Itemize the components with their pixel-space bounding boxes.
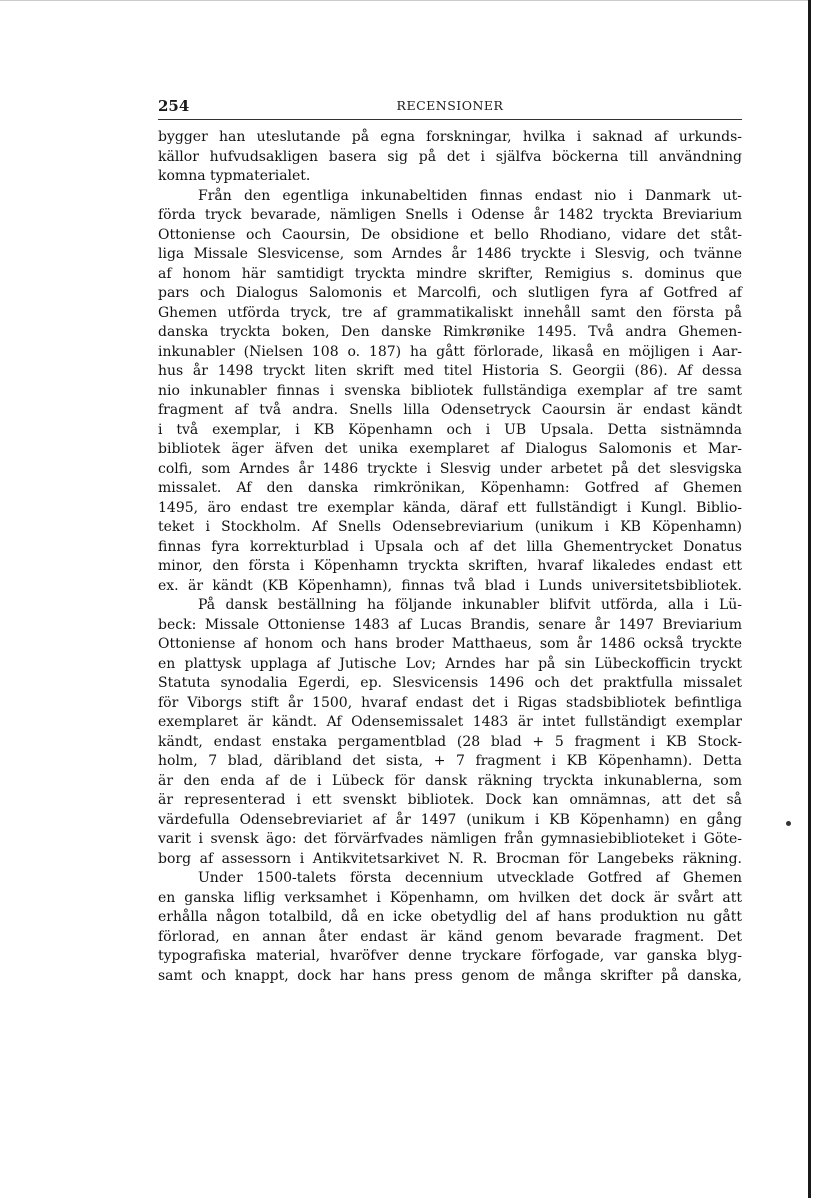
text-line: förlorad, en annan åter endast är känd genom bevarade fragment. Det [158, 928, 742, 945]
text-line: en ganska liflig verksamhet i Köpenhamn, om hvilken det dock är svårt att [158, 889, 742, 906]
text-line: hus år 1498 tryckt liten skrift med titel Historia S. Georgii (86). Af dessa [158, 363, 742, 379]
text-line: Under 1500-talets första decennium utvecklade Gotfred af Ghemen [198, 870, 742, 886]
text-line: beck: Missale Ottoniense 1483 af Lucas Brandis, senare år 1497 Breviarium [158, 616, 742, 633]
text-line: pars och Dialogus Salomonis et Marcolfi, och slutligen fyra af Gotfred af [158, 285, 742, 301]
text-line: Ottoniense och Caoursin, De obsidione et bello Rhodiano, vidare det ståt- [158, 226, 742, 243]
text-line: exemplaret är kändt. Af Odensemissalet 1483 är intet fullständigt exemplar [158, 714, 742, 730]
text-line: finnas fyra korrekturblad i Upsala och af det lilla Ghementrycket Donatus [158, 538, 742, 555]
text-line: Från den egentliga inkunabeltiden finnas endast nio i Danmark ut- [198, 187, 742, 204]
page-top-edge [0, 0, 811, 1]
paragraph-2 [158, 187, 742, 597]
text-line: 1495, äro endast tre exemplar kända, däraf ett fullständigt i Kungl. Biblio- [158, 499, 742, 516]
text-line: minor, den första i Köpenhamn tryckta skriften, hvaraf likaledes endast ett [158, 558, 742, 574]
margin-mark [786, 821, 791, 826]
text-line: ex. är kändt (KB Köpenhamn), finnas två blad i Lunds universitetsbibliotek. [158, 577, 742, 594]
text-line: af honom här samtidigt tryckta mindre skrifter, Remigius s. dominus que [158, 265, 742, 282]
text-line: erhålla någon totalbild, då en icke obetydlig del af hans produktion nu gått [158, 909, 742, 925]
paragraph-3 [158, 596, 742, 869]
paragraph-4 [158, 869, 742, 986]
body-text [158, 128, 742, 986]
text-line: är den enda af de i Lübeck för dansk räkning tryckta inkunablerna, som [158, 772, 742, 789]
text-line: värdefulla Odensebreviariet af år 1497 (unikum i KB Köpenhamn) en gång [158, 811, 742, 828]
text-line: bygger han uteslutande på egna forskningar, hvilka i saknad af urkunds- [158, 129, 742, 145]
text-line: typografiska material, hvaröfver denne tryckare förfogade, var ganska blyg- [158, 948, 742, 964]
text-line: borg af assessorn i Antikvitetsarkivet N. R. Brocman för Langebeks räkning. [158, 850, 742, 867]
text-line: colfi, som Arndes år 1486 tryckte i Slesvig under arbetet på det slesvigska [158, 460, 742, 477]
text-line: inkunabler (Nielsen 108 o. 187) ha gått förlorade, likaså en möjligen i Aar- [158, 343, 742, 360]
running-head: RECENSIONER [396, 98, 504, 113]
text-line: i två exemplar, i KB Köpenhamn och i UB Upsala. Detta sistnämnda [158, 421, 742, 438]
page-number: 254 [158, 97, 190, 115]
text-line: en plattysk upplaga af Jutische Lov; Arndes har på sin Lübeckofficin tryckt [158, 655, 742, 672]
text-line: komna typmaterialet. [158, 168, 311, 184]
text-line: källor hufvudsakligen basera sig på det i själfva böckerna till användning [158, 148, 742, 165]
text-line: förda tryck bevarade, nämligen Snells i Odense år 1482 tryckta Breviarium [158, 207, 742, 223]
text-line: samt och knappt, dock har hans press genom de många skrifter på danska, [158, 967, 742, 984]
text-line: Ottoniense af honom och hans broder Matthaeus, som år 1486 också tryckte [158, 636, 742, 652]
text-line: missalet. Af den danska rimkrönikan, Köpenhamn: Gotfred af Ghemen [158, 480, 742, 496]
page-header [158, 97, 742, 120]
text-line: bibliotek äger äfven det unika exemplaret af Dialogus Salomonis et Mar- [158, 441, 742, 457]
text-line: liga Missale Slesvicense, som Arndes år 1486 tryckte i Slesvig, och tvänne [158, 246, 742, 262]
text-line: fragment af två andra. Snells lilla Odensetryck Caoursin är endast kändt [158, 402, 742, 418]
text-line: Ghemen utförda tryck, tre af grammatikaliskt innehåll samt den första på [158, 304, 742, 321]
paragraph-1 [158, 128, 742, 187]
text-line: kändt, endast enstaka pergamentblad (28 blad + 5 fragment i KB Stock- [158, 733, 742, 750]
page-right-edge [808, 0, 811, 1198]
text-line: På dansk beställning ha följande inkunabler blifvit utförda, alla i Lü- [198, 597, 742, 613]
text-line: varit i svensk ägo: det förvärfvades nämligen från gymnasiebiblioteket i Göte- [158, 831, 742, 847]
text-line: teket i Stockholm. Af Snells Odensebreviarium (unikum i KB Köpenhamn) [158, 519, 742, 535]
text-line: för Viborgs stift år 1500, hvaraf endast det i Rigas stadsbibliotek befintliga [158, 694, 742, 711]
text-line: är representerad i ett svenskt bibliotek. Dock kan omnämnas, att det så [158, 792, 742, 808]
text-line: nio inkunabler finnas i svenska bibliotek fullständiga exemplar af tre samt [158, 382, 742, 399]
text-line: Statuta synodalia Egerdi, ep. Slesvicensis 1496 och det praktfulla missalet [158, 675, 742, 691]
text-line: danska tryckta boken, Den danske Rimkrønike 1495. Två andra Ghemen- [158, 324, 742, 340]
text-line: holm, 7 blad, däribland det sista, + 7 fragment i KB Köpenhamn). Detta [158, 753, 742, 769]
